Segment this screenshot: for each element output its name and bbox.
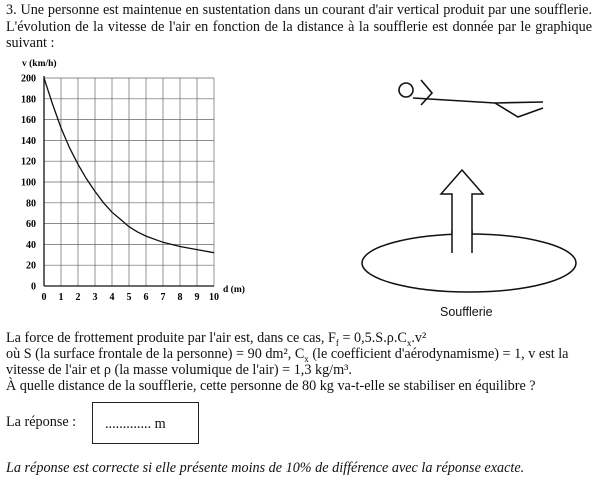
question-intro: 3. Une personne est maintenue en sustentation dans un courant d'air vertical produit par une soufflerie. L'évolution de la vitesse de l'air en fonction de la distance à la soufflerie est donnée par le graphique suivant : (6, 2, 592, 51)
question-line: À quelle distance de la soufflerie, cette personne de 80 kg va-t-elle se stabiliser en équilibre ? (6, 378, 536, 394)
x-tick-label: 0 (41, 292, 47, 303)
y-tick-label: 80 (26, 198, 36, 210)
answer-field[interactable] (92, 402, 199, 444)
y-tick-label: 0 (31, 281, 36, 293)
y-tick-label: 200 (21, 73, 36, 85)
answer-value: ............. m (105, 416, 166, 432)
blower-label: Soufflerie (440, 305, 493, 319)
chart-grid (44, 78, 214, 286)
x-axis-label: d (m) (223, 285, 245, 295)
y-axis-label: v (km/h) (22, 59, 57, 69)
x-tick-label: 10 (209, 292, 219, 303)
y-tick-label: 180 (21, 94, 36, 106)
density-line: vitesse de l'air et ρ (la masse volumique de l'air) = 1,3 kg/m³. (6, 362, 352, 378)
x-tick-label: 3 (92, 292, 98, 303)
chart-ticks (21, 74, 219, 304)
x-tick-label: 5 (126, 292, 132, 303)
x-tick-label: 1 (58, 292, 64, 303)
x-tick-label: 4 (109, 292, 115, 303)
y-tick-label: 120 (21, 156, 36, 168)
x-tick-label: 7 (160, 292, 166, 303)
arrow-base (440, 230, 486, 254)
y-tick-label: 160 (21, 115, 36, 127)
speed-distance-chart (0, 54, 245, 314)
x-tick-label: 9 (194, 292, 200, 303)
answer-label: La réponse : (6, 414, 77, 430)
x-tick-label: 8 (177, 292, 183, 303)
y-tick-label: 40 (26, 239, 36, 251)
x-tick-label: 6 (143, 292, 149, 303)
force-line: La force de frottement produite par l'air est, dans ce cas, $F_f = 0,5.S.\rho.C_x.v^2$ (6, 330, 427, 348)
surface-line: où S (la surface frontale de la personne) = 90 dm², $C_x$ (le coefficient d'aérodynamisme) = 1, v est la (6, 346, 569, 364)
y-tick-label: 100 (21, 177, 36, 189)
person-figure (385, 60, 545, 140)
y-tick-label: 20 (26, 260, 36, 272)
y-tick-label: 60 (26, 219, 36, 231)
y-tick-label: 140 (21, 135, 36, 147)
x-tick-label: 2 (75, 292, 81, 303)
tolerance-note: La réponse est correcte si elle présente moins de 10% de différence avec la réponse exacte. (6, 460, 525, 476)
